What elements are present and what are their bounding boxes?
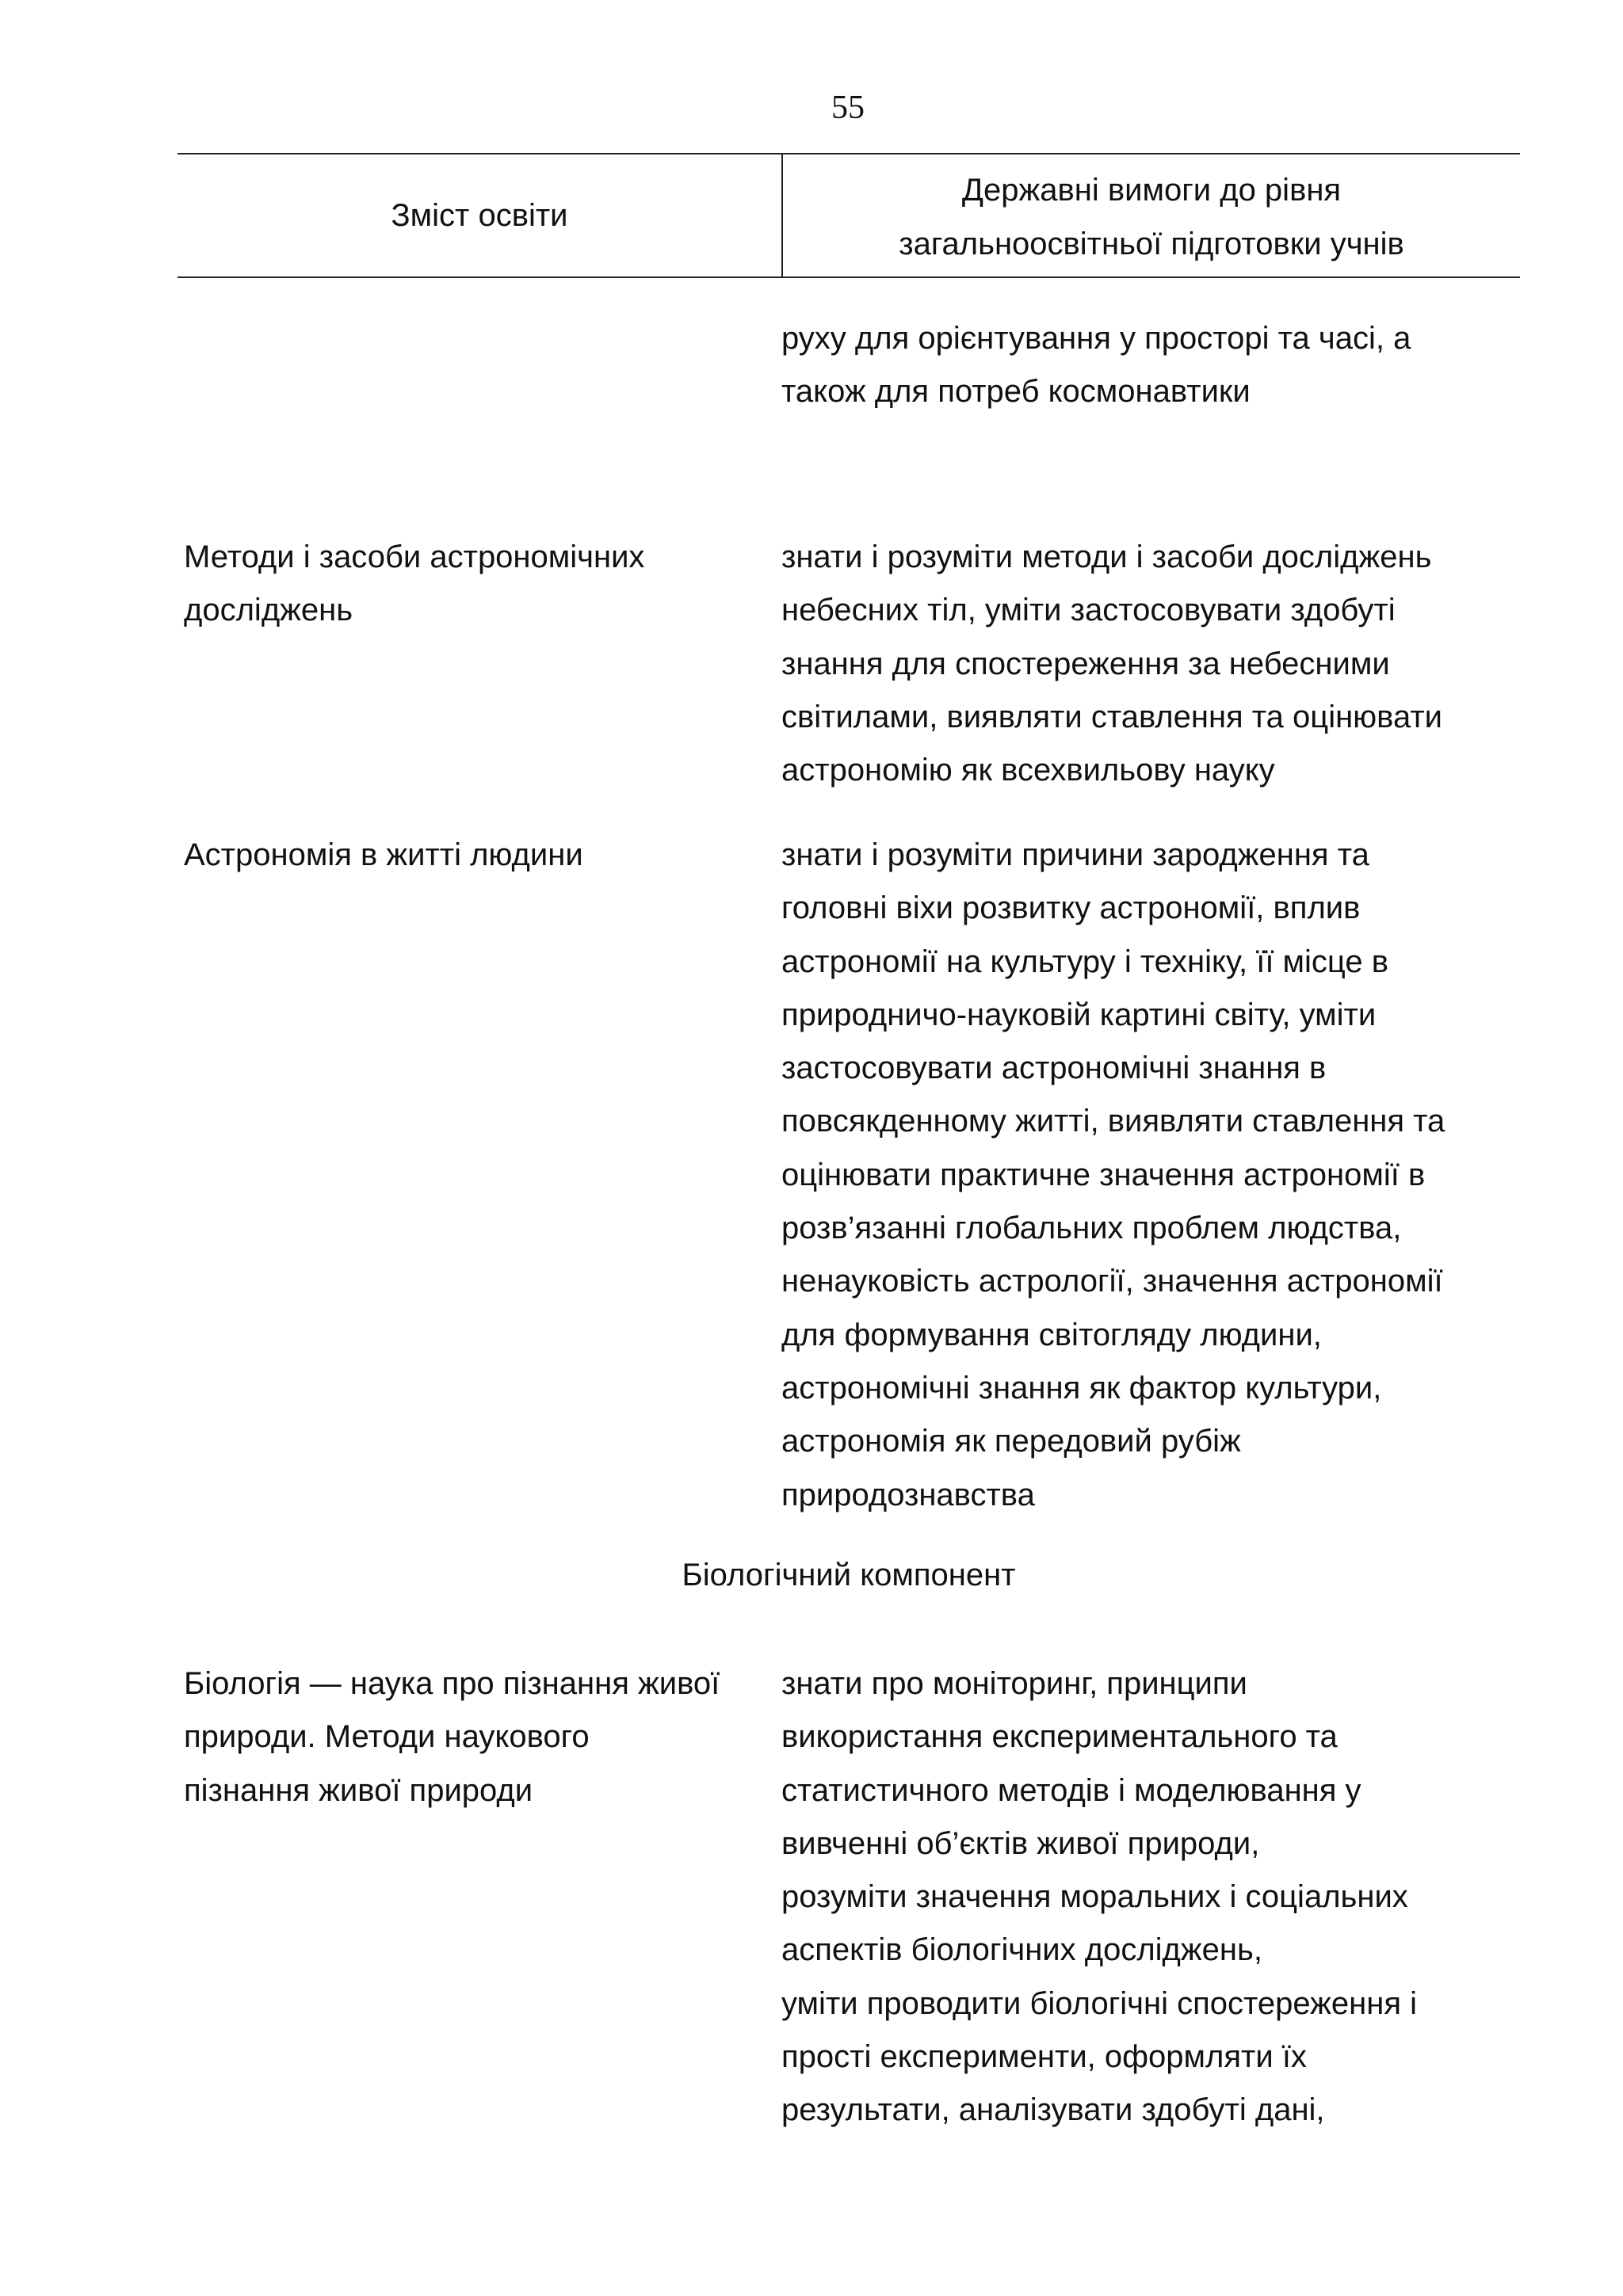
text-line: для формування світогляду людини,	[781, 1317, 1322, 1352]
text-line: оцінювати практичне значення астрономії в	[781, 1157, 1426, 1192]
text-line: ненауковість астрології, значення астрономії	[781, 1264, 1443, 1299]
text-line: застосовувати астрономічні знання в	[781, 1051, 1327, 1086]
text-line: вивченні об’єктів живої природи,	[781, 1825, 1260, 1861]
text-line: також для потреб космонавтики	[781, 374, 1251, 410]
text-line: природи. Методи наукового	[184, 1719, 590, 1755]
page-number: 55	[831, 90, 865, 126]
row-biology-content	[184, 1657, 780, 1817]
text-line: використання експериментального та	[781, 1719, 1338, 1755]
text-line: розв’язанні глобальних проблем людства,	[781, 1211, 1402, 1246]
text-line: Біологія — наука про пізнання живої	[184, 1666, 720, 1701]
text-line: прості експерименти, оформляти їх	[781, 2039, 1307, 2075]
text-line: астрономія як передовий рубіж	[781, 1424, 1241, 1459]
text-line: розуміти значення моральних і соціальних	[781, 1879, 1408, 1915]
text-line: знати і розуміти причини зародження та	[781, 837, 1369, 872]
header-content-label: Зміст освіти	[391, 198, 568, 233]
row-astronomy-life-requirements	[781, 829, 1518, 1522]
text-line: астрономічні знання як фактор культури,	[781, 1370, 1382, 1405]
header-content-column	[178, 153, 781, 278]
text-line: пізнання живої природи	[184, 1772, 533, 1808]
text-line: досліджень	[184, 593, 353, 628]
row-astronomy-life-content	[184, 829, 780, 882]
text-line: природознавства	[781, 1477, 1035, 1512]
text-line: світилами, виявляти ставлення та оцінювати	[781, 699, 1443, 734]
text-line: руху для орієнтування у просторі та часі, а	[781, 321, 1411, 356]
row-methods-requirements	[781, 531, 1518, 797]
text-line: знати про моніторинг, принципи	[781, 1666, 1247, 1701]
text-line: повсякденному житті, виявляти ставлення та	[781, 1104, 1445, 1139]
text-line: результати, аналізувати здобуті дані,	[781, 2092, 1325, 2128]
text-line: головні віхи розвитку астрономії, вплив	[781, 891, 1361, 926]
row-biology-requirements	[781, 1657, 1518, 2138]
text-line: уміти проводити біологічні спостереження і	[781, 1985, 1418, 2021]
header-requirements-line: загальноосвітньої підготовки учнів	[899, 227, 1404, 261]
header-requirements-column	[783, 153, 1520, 278]
row-continuation-requirements	[781, 312, 1518, 419]
text-line: Астрономія в житті людини	[184, 837, 583, 872]
header-requirements-line: Державні вимоги до рівня	[961, 173, 1342, 208]
text-line: Методи і засоби астрономічних	[184, 540, 645, 574]
text-line: небесних тіл, уміти застосовувати здобуті	[781, 593, 1396, 628]
text-line: аспектів біологічних досліджень,	[781, 1932, 1262, 1968]
text-line: знання для спостереження за небесними	[781, 646, 1390, 681]
text-line: знати і розуміти методи і засоби досліджень	[781, 540, 1432, 574]
row-methods-content	[184, 531, 780, 638]
text-line: астрономію як всехвильову науку	[781, 753, 1275, 788]
text-line: статистичного методів і моделювання у	[781, 1772, 1361, 1808]
text-line: астрономії на культуру і техніку, її місце в	[781, 944, 1388, 979]
section-heading: Біологічний компонент	[682, 1558, 1016, 1592]
text-line: природничо-науковій картині світу, уміти	[781, 997, 1377, 1032]
